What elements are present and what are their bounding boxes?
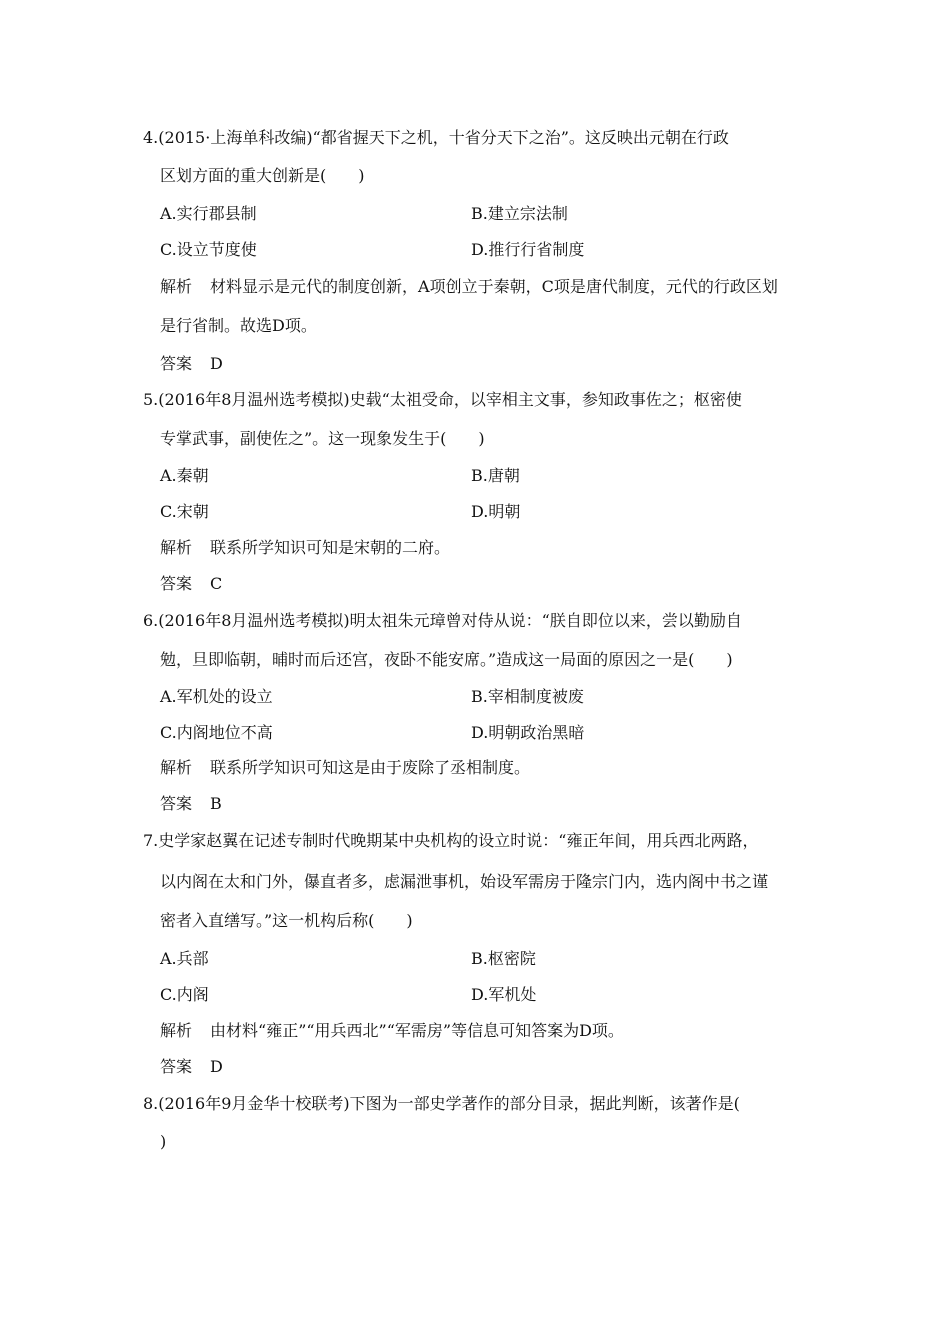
analysis-label: 解析 [160, 1021, 193, 1040]
question-6-option-b: B.宰相制度被废 [471, 687, 584, 706]
question-5-analysis [160, 538, 450, 558]
question-5-answer [160, 574, 222, 594]
question-7-stem-line-3: 密者入直缮写。”这一机构后称( ) [160, 911, 413, 930]
analysis-label: 解析 [160, 758, 193, 777]
question-5-stem-line-2: 专掌武事，副使佐之”。这一现象发生于( ) [160, 429, 485, 448]
question-6-option-a: A.军机处的设立 [160, 687, 273, 706]
question-7-option-c: C.内阁 [160, 985, 209, 1004]
question-4-option-d: D.推行行省制度 [471, 240, 585, 259]
answer-label: 答案 [160, 1057, 193, 1076]
question-6-answer [160, 794, 222, 814]
question-4-analysis-line-2: 是行省制。故选D项。 [160, 316, 317, 335]
question-4-option-b: B.建立宗法制 [471, 204, 568, 223]
question-7-option-d: D.军机处 [471, 985, 537, 1004]
analysis-text-line-1: 材料显示是元代的制度创新，A项创立于秦朝，C项是唐代制度，元代的行政区划 [210, 277, 778, 296]
question-4-option-a: A.实行郡县制 [160, 204, 257, 223]
analysis-label: 解析 [160, 538, 193, 557]
analysis-text-line-1: 联系所学知识可知是宋朝的二府。 [210, 538, 451, 557]
answer-value: B [210, 794, 222, 813]
analysis-label: 解析 [160, 277, 193, 296]
question-5-option-a: A.秦朝 [160, 466, 209, 485]
question-6-option-c: C.内阁地位不高 [160, 723, 273, 742]
answer-value: D [210, 1057, 223, 1076]
answer-value: D [210, 354, 223, 373]
question-4-option-c: C.设立节度使 [160, 240, 257, 259]
answer-value: C [210, 574, 223, 593]
question-4-answer [160, 354, 223, 374]
question-7-analysis [160, 1021, 624, 1041]
question-4-stem-line-2: 区划方面的重大创新是( ) [160, 166, 365, 185]
answer-label: 答案 [160, 354, 193, 373]
question-6-stem-line-1: 6.(2016年8月温州选考模拟)明太祖朱元璋曾对侍从说：“朕自即位以来，尝以勤励自 [143, 611, 742, 630]
question-6-option-d: D.明朝政治黑暗 [471, 723, 585, 742]
question-5-option-c: C.宋朝 [160, 502, 209, 521]
question-7-option-b: B.枢密院 [471, 949, 536, 968]
question-7-stem-line-1: 7.史学家赵翼在记述专制时代晚期某中央机构的设立时说：“雍正年间，用兵西北两路， [143, 831, 759, 850]
question-4-analysis [160, 277, 778, 297]
question-6-stem-line-2: 勉，旦即临朝，晡时而后还宫，夜卧不能安席。”造成这一局面的原因之一是( ) [160, 650, 733, 669]
question-5-stem-line-1: 5.(2016年8月温州选考模拟)史载“太祖受命，以宰相主文事，参知政事佐之；枢密使 [143, 390, 742, 409]
question-7-stem-line-2: 以内阁在太和门外，儤直者多，虑漏泄事机，始设军需房于隆宗门内，选内阁中书之谨 [160, 872, 769, 891]
question-8-stem-line-2: ) [160, 1132, 167, 1151]
question-4-stem-line-1: 4.(2015·上海单科改编)“都省握天下之机，十省分天下之治”。这反映出元朝在行政 [143, 128, 729, 147]
question-7-answer [160, 1057, 223, 1077]
analysis-text-line-1: 由材料“雍正”“用兵西北”“军需房”等信息可知答案为D项。 [210, 1021, 624, 1040]
analysis-text-line-1: 联系所学知识可知这是由于废除了丞相制度。 [210, 758, 531, 777]
answer-label: 答案 [160, 574, 193, 593]
question-5-option-b: B.唐朝 [471, 466, 520, 485]
question-5-option-d: D.明朝 [471, 502, 521, 521]
question-8-stem-line-1: 8.(2016年9月金华十校联考)下图为一部史学著作的部分目录，据此判断，该著作是( [143, 1094, 740, 1113]
answer-label: 答案 [160, 794, 193, 813]
question-7-option-a: A.兵部 [160, 949, 209, 968]
question-6-analysis [160, 758, 530, 778]
